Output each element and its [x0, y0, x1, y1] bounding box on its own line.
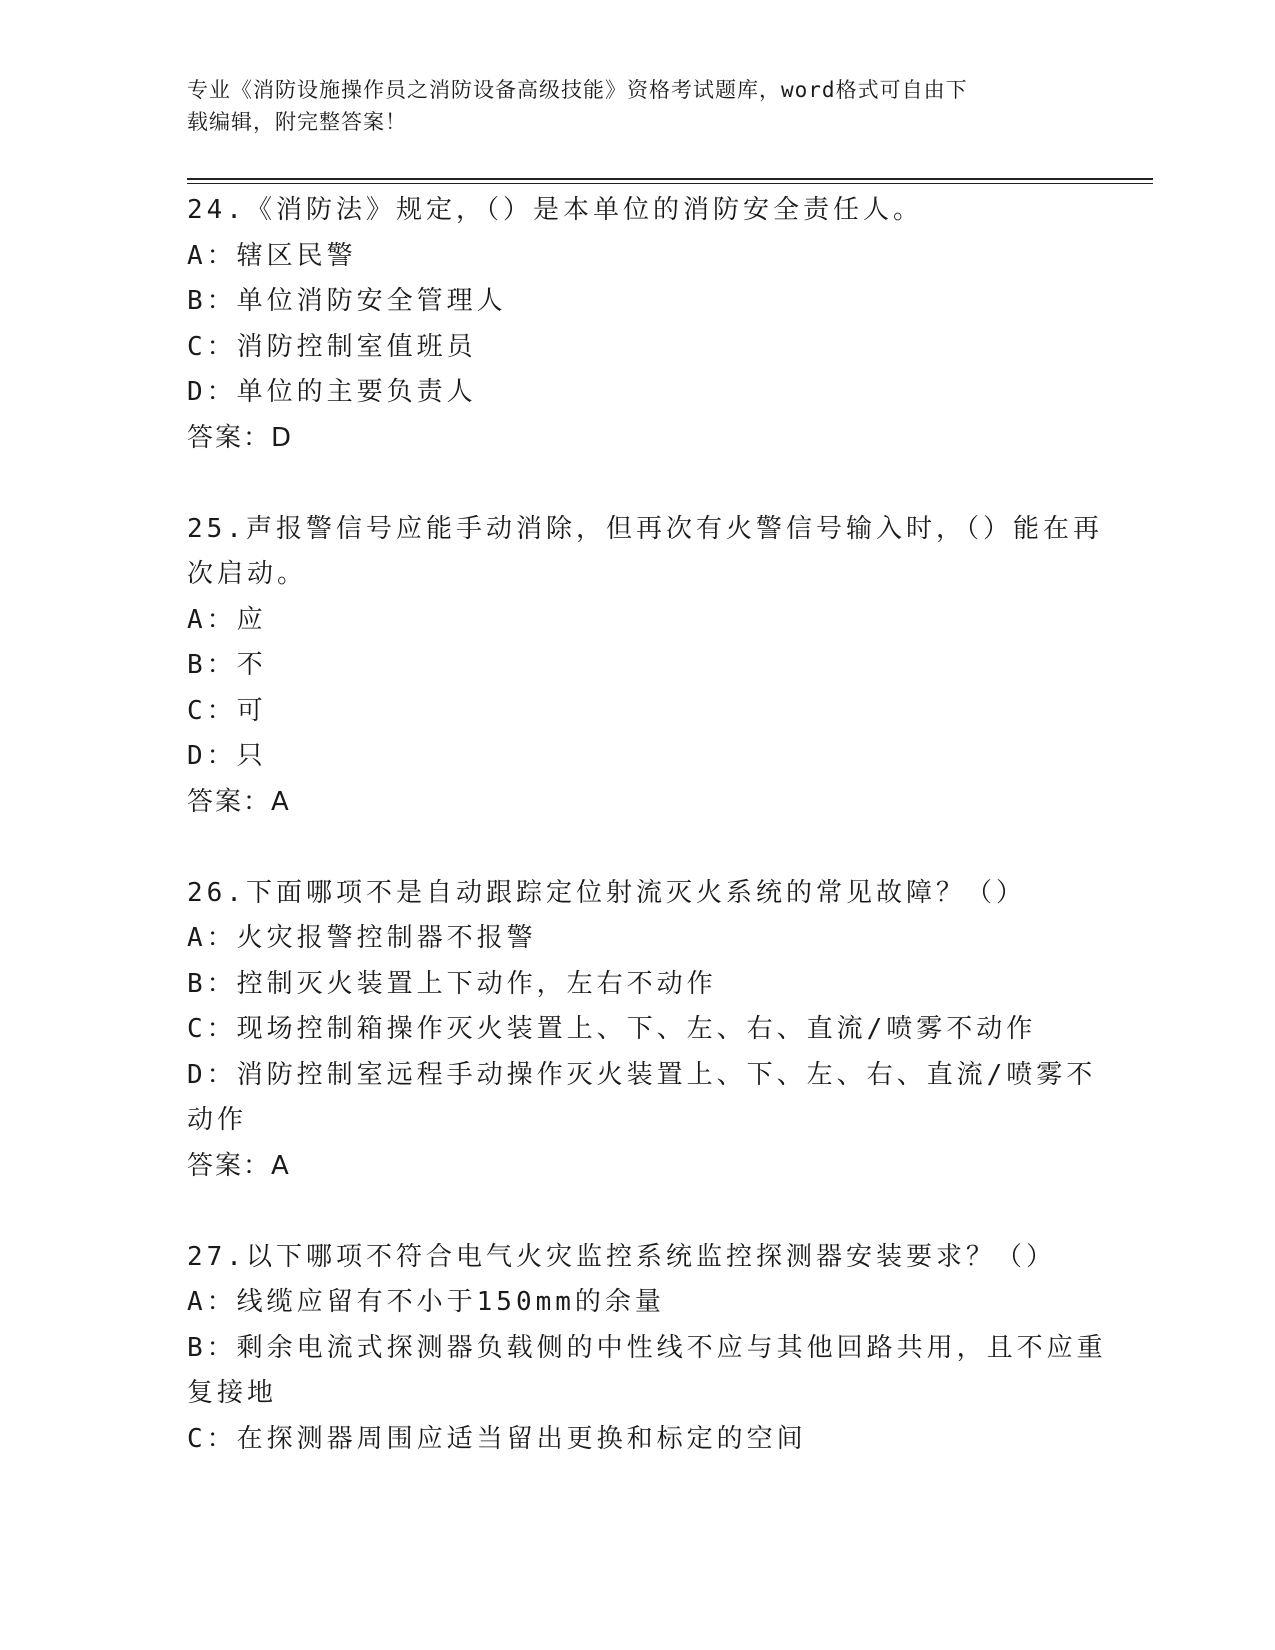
option-b-continued: 复接地: [187, 1378, 278, 1408]
option-b: B：控制灭火装置上下动作，左右不动作: [187, 968, 717, 999]
question-26: [187, 871, 1097, 1190]
question-stem: 27.以下哪项不符合电气火灾监控系统监控探测器安装要求？（）: [187, 1241, 1056, 1272]
option-c: C：消防控制室值班员: [187, 331, 477, 362]
question-stem: 25.声报警信号应能手动消除，但再次有火警信号输入时，（）能在再: [187, 513, 1103, 544]
option-b: B：单位消防安全管理人: [187, 286, 507, 316]
question-25: [187, 507, 1103, 826]
spacer: [187, 461, 1087, 507]
question-stem-continued: 次启动。: [187, 559, 308, 589]
option-d: D：消防控制室远程手动操作灭火装置上、下、左、右、直流/喷雾不: [187, 1059, 1097, 1090]
option-c: C：可: [187, 695, 267, 726]
option-d: D：单位的主要负责人: [187, 377, 477, 407]
answer: 答案：A: [187, 786, 291, 817]
option-a: A：火灾报警控制器不报警: [187, 923, 537, 953]
header-divider-thick: [187, 178, 1153, 180]
option-b: B：剩余电流式探测器负载侧的中性线不应与其他回路共用，且不应重: [187, 1332, 1107, 1363]
question-list: [187, 188, 1107, 1462]
question-stem: 24.《消防法》规定，（）是本单位的消防安全责任人。: [187, 195, 923, 225]
option-a: A：线缆应留有不小于150mm的余量: [187, 1287, 665, 1317]
option-a: A：辖区民警: [187, 240, 357, 271]
answer: 答案：D: [187, 422, 294, 453]
spacer: [187, 825, 1087, 871]
header-line-2: 载编辑，附完整答案！: [187, 110, 407, 134]
question-stem: 26.下面哪项不是自动跟踪定位射流灭火系统的常见故障？（）: [187, 877, 1026, 908]
header-divider-thin: [187, 183, 1153, 184]
option-a: A：应: [187, 604, 267, 635]
document-header: [187, 74, 1067, 138]
option-c: C：现场控制箱操作灭火装置上、下、左、右、直流/喷雾不动作: [187, 1014, 1037, 1044]
answer: 答案：A: [187, 1150, 291, 1181]
option-c: C：在探测器周围应适当留出更换和标定的空间: [187, 1423, 807, 1454]
question-27: [187, 1235, 1107, 1463]
option-d-continued: 动作: [187, 1105, 248, 1135]
header-line-1: 专业《消防设施操作员之消防设备高级技能》资格考试题库，word格式可自由下: [187, 78, 968, 102]
option-b: B：不: [187, 650, 267, 680]
option-d: D：只: [187, 741, 267, 771]
spacer: [187, 1189, 1087, 1235]
question-24: [187, 188, 1087, 461]
